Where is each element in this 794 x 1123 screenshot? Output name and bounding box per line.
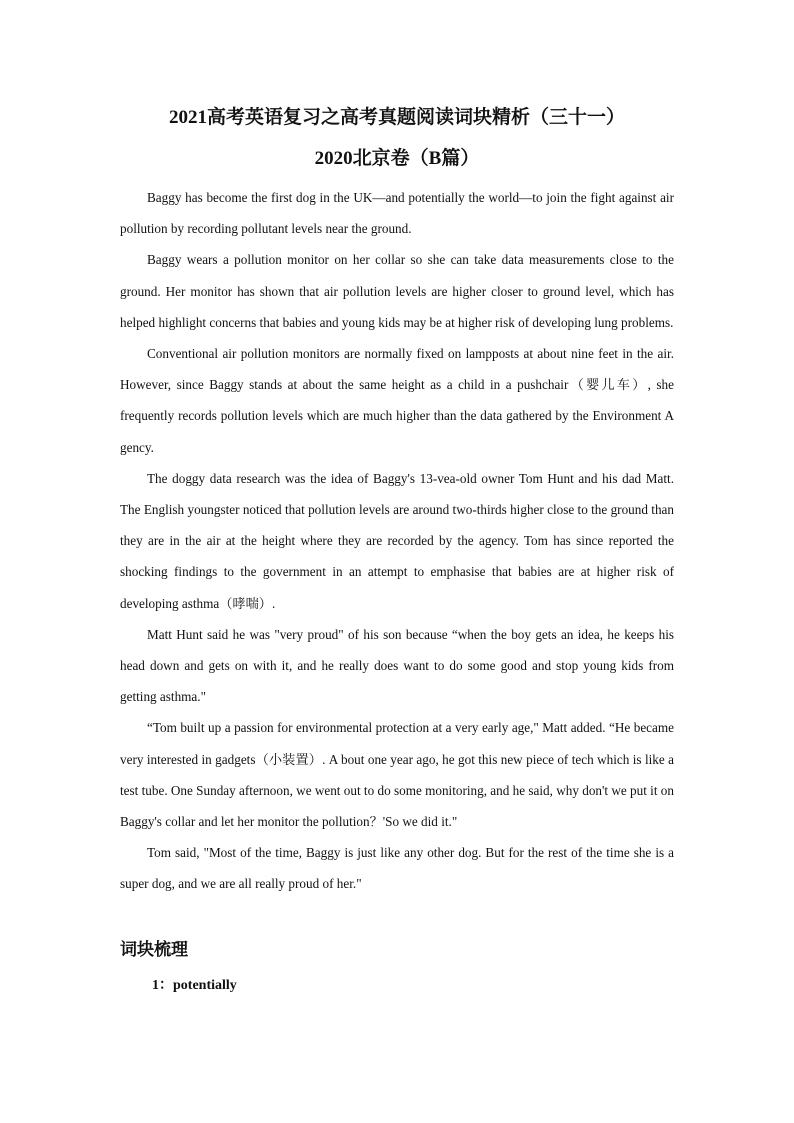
section-heading: 词块梳理 bbox=[120, 940, 188, 960]
paragraph-6: “Tom built up a passion for environmental protection at a very early age," Matt added. “He became very interested in gadgets（小装置）. A bout one year ago, he got this new piece of tech which is like a test tube. One Sunday afternoon, we went out to do some monitoring, and he said, why don't we put it on Baggy's collar and let her monitor the pollution？'So we did it." bbox=[120, 720, 674, 830]
paragraph-7: Tom said, "Most of the time, Baggy is just like any other dog. But for the rest of the time she is a super dog, and we are all really proud of her." bbox=[120, 845, 674, 892]
page-title: 2021高考英语复习之高考真题阅读词块精析（三十一） bbox=[168, 107, 625, 128]
paragraph-4: The doggy data research was the idea of Baggy's 13-vea-old owner Tom Hunt and his dad Matt. The English youngster noticed that pollution levels are around two-thirds higher close to the ground than they are in the air at the height where they are recorded by the agency. Tom has since reported the shocking findings to the government in an attempt to emphasise that babies are at higher risk of developing asthma（哮喘）. bbox=[120, 470, 674, 611]
vocab-item-1: 1：potentially bbox=[152, 978, 237, 993]
paragraph-2: Baggy wears a pollution monitor on her collar so she can take data measurements close to the ground. Her monitor has shown that air pollution levels are higher closer to ground level, which has helped highlight concerns that babies and young kids may be at higher risk of developing lung problems. bbox=[120, 252, 674, 330]
article-body bbox=[120, 182, 674, 900]
paragraph-3: Conventional air pollution monitors are normally fixed on lampposts at about nine feet in the air. However, since Baggy stands at about the same height as a child in a pushchair（婴儿车）, she frequently records pollution levels which are much higher than the data gathered by the Environment A gency. bbox=[120, 346, 674, 455]
page-subtitle: 2020北京卷（B篇） bbox=[314, 148, 480, 169]
paragraph-5: Matt Hunt said he was "very proud" of his son because “when the boy gets an idea, he keeps his head down and gets on with it, and he really does want to do some good and stop young kids from getting asthma." bbox=[120, 626, 674, 705]
paragraph-1: Baggy has become the first dog in the UK—and potentially the world—to join the fight against air pollution by recording pollutant levels near the ground. bbox=[120, 190, 674, 237]
